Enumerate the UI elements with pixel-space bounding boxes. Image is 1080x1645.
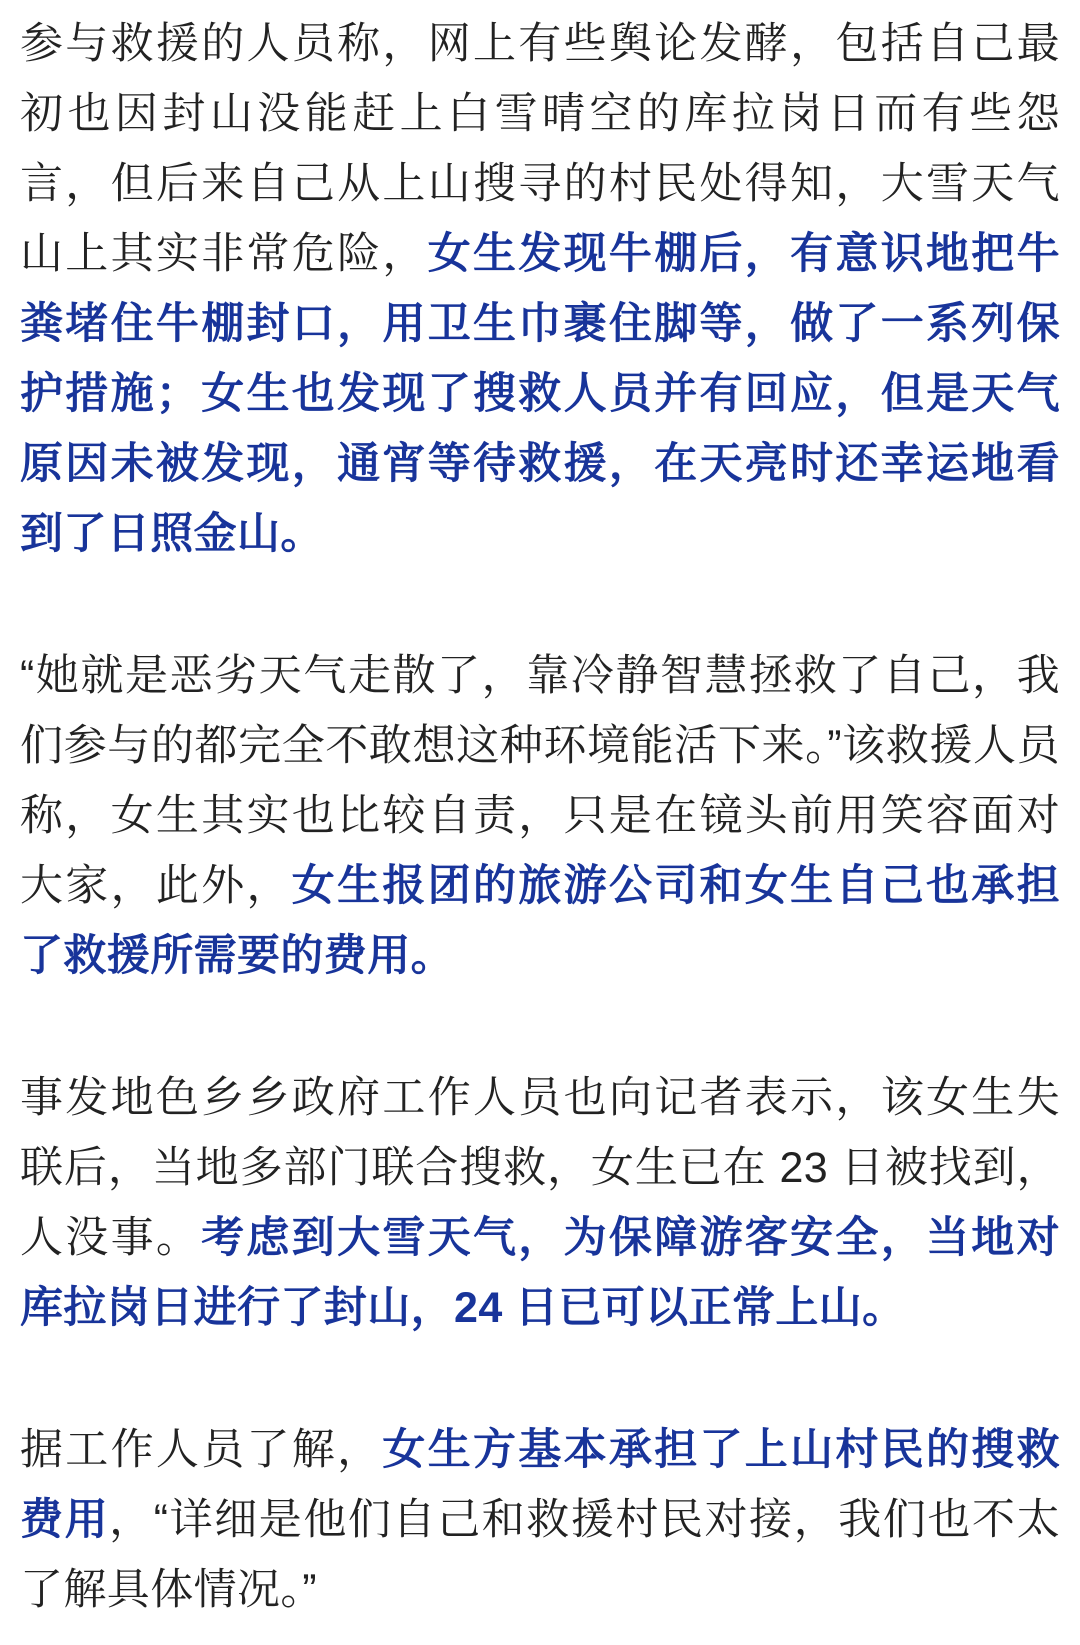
paragraph-text: 据工作人员了解， (20, 1426, 383, 1474)
paragraph (20, 641, 1060, 991)
paragraph-text: 事发地色乡乡政府工作人员也向记者表示，该女生失联后，当地多部门联合搜救，女生已在 23 日被找到，人没事。 (20, 1074, 1060, 1262)
emphasized-text: 女生方基本承担了上山村民的搜救费用 (20, 1426, 1061, 1544)
paragraph (20, 9, 1060, 569)
emphasized-text: 女生报团的旅游公司和女生自己也承担了救援所需要的费用。 (20, 862, 1060, 980)
paragraph-text: “她就是恶劣天气走散了，靠冷静智慧拯救了自己，我们参与的都完全不敢想这种环境能活下来。”该救援人员称，女生其实也比较自责，只是在镜头前用笑容面对大家，此外， (20, 652, 1060, 910)
paragraph-text: 参与救援的人员称，网上有些舆论发酵，包括自己最初也因封山没能赶上白雪晴空的库拉岗日而有些怨言，但后来自己从上山搜寻的村民处得知，大雪天气山上其实非常危险， (20, 20, 1060, 278)
paragraph (20, 1415, 1060, 1625)
emphasized-text: 考虑到大雪天气，为保障游客安全，当地对库拉岗日进行了封山，24 日已可以正常上山。 (20, 1214, 1060, 1332)
emphasized-text: 女生发现牛棚后，有意识地把牛粪堵住牛棚封口，用卫生巾裹住脚等，做了一系列保护措施；女生也发现了搜救人员并有回应，但是天气原因未被发现，通宵等待救援，在天亮时还幸运地看到了日照金山。 (20, 230, 1060, 558)
paragraph-text: ，“详细是他们自己和救援村民对接，我们也不太了解具体情况。” (20, 1496, 1060, 1614)
paragraph (20, 1063, 1060, 1343)
